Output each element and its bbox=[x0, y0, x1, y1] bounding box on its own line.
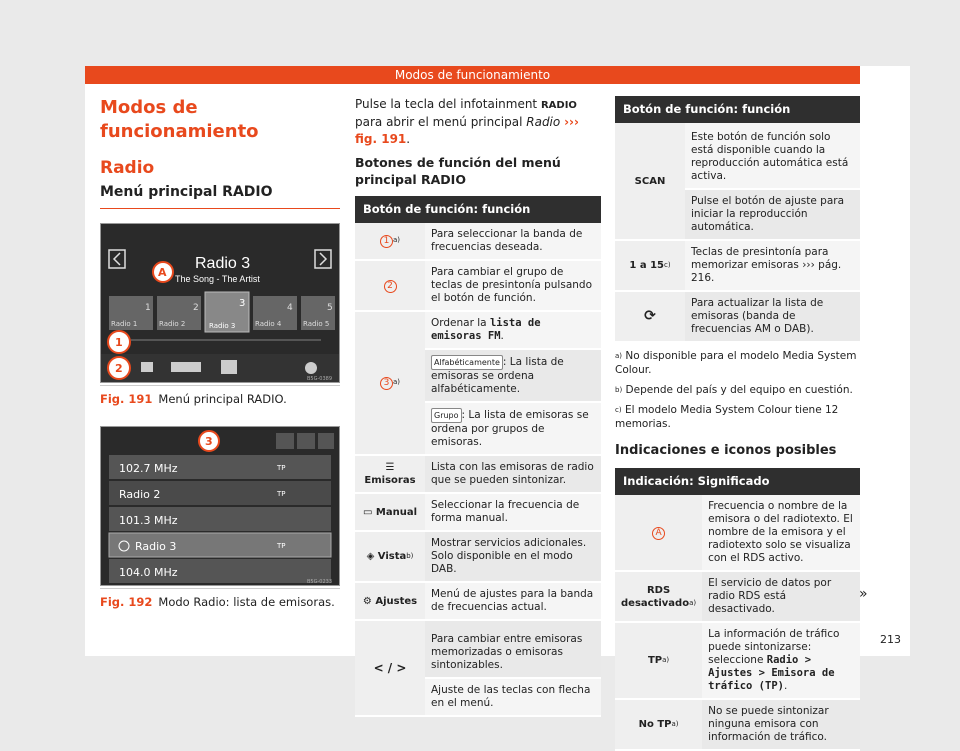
radio-screen-illustration bbox=[101, 224, 339, 382]
figure-code: B5G-0233 bbox=[307, 579, 333, 585]
function-buttons-table bbox=[355, 196, 601, 717]
table-row: SCAN Este botón de función solo está disponible cuando la reproducción automática está activa. bbox=[615, 123, 860, 189]
table-row: ⟳ Para actualizar la lista de emisoras (banda de frecuencias AM o DAB). bbox=[615, 291, 860, 342]
figure-191-image bbox=[100, 223, 340, 383]
tp-badge: TP bbox=[277, 490, 286, 498]
table-row: Grupo : La lista de emisoras se ordena por grupos de emisoras. bbox=[355, 402, 601, 455]
footnotes bbox=[615, 349, 860, 431]
preset-label: Radio 5 bbox=[303, 320, 330, 328]
table-row: 1 $^{a)}$ Para seleccionar la banda de frecuencias deseada. bbox=[355, 223, 601, 260]
preset-num: 5 bbox=[327, 303, 333, 313]
list-icon: ☰ bbox=[385, 462, 395, 473]
station-list-illustration bbox=[101, 427, 339, 585]
footnote: $^{c)}$ El modelo Media System Colour tiene 12 memorias. bbox=[615, 404, 839, 430]
table-row: RDS desactivado$^{a)}$ El servicio de datos por radio RDS está desactivado. bbox=[615, 571, 860, 622]
radio-key: RADIO bbox=[540, 100, 577, 111]
alphabetic-chip: Alfabéticamente bbox=[431, 355, 503, 370]
settings-icon: ⚙ bbox=[362, 595, 372, 607]
function-buttons-table-continued bbox=[615, 96, 860, 343]
table-row: ⚙ Ajustes Menú de ajustes para la banda de frecuencias actual. bbox=[355, 582, 601, 620]
table-row: 2 Para cambiar el grupo de teclas de presintonía pulsando el botón de función. bbox=[355, 260, 601, 311]
preset-num: 3 bbox=[239, 298, 246, 309]
figure-link[interactable]: ››› fig. 191 bbox=[355, 115, 579, 146]
preset-num: 1 bbox=[145, 303, 151, 313]
table-row: TP$^{a)}$ La información de tráfico puede sintonizarse: seleccione Radio > Ajustes > Emisora de tráfico (TP). bbox=[615, 622, 860, 699]
station-item: Radio 2 bbox=[119, 488, 161, 501]
table-row: < / > Para cambiar entre emisoras memorizadas o emisoras sintonizables. bbox=[355, 620, 601, 678]
keypad-icon: ▭ bbox=[362, 506, 373, 518]
table-row: Pulse el botón de ajuste para iniciar la reproducción automática. bbox=[615, 189, 860, 240]
section-title: Radio bbox=[100, 158, 155, 178]
indications-table bbox=[615, 468, 860, 751]
table-header: Indicación: Significado bbox=[615, 468, 860, 495]
label-a: A bbox=[158, 266, 167, 279]
label-1: 1 bbox=[115, 336, 123, 349]
table-row: A Frecuencia o nombre de la emisora o del radiotexto. El nombre de la emisora y el radiotexto solo se visualiza con el RDS activo. bbox=[615, 495, 860, 571]
intro-paragraph: Pulse la tecla del infotainment RADIO para abrir el menú principal Radio ››› fig. 191. bbox=[355, 97, 579, 146]
figure-code: B5G-0389 bbox=[307, 376, 333, 382]
figure-192-image bbox=[100, 426, 340, 586]
indications-heading: Indicaciones e iconos posibles bbox=[615, 443, 837, 458]
page-title: Modos de funcionamiento bbox=[100, 97, 259, 142]
label-2: 2 bbox=[115, 362, 123, 375]
table-row: 3 $^{a)}$ Ordenar la lista de emisoras FM. bbox=[355, 311, 601, 349]
preset-label: Radio 3 bbox=[209, 322, 236, 330]
figure-191-caption: Fig. 191 Menú principal RADIO. bbox=[100, 385, 340, 406]
middle-column bbox=[355, 96, 601, 717]
station-item: Radio 3 bbox=[135, 540, 177, 553]
table-row: Ajuste de las teclas con flecha en el menú. bbox=[355, 678, 601, 716]
preset-num: 4 bbox=[287, 303, 293, 313]
refresh-icon: ⟳ bbox=[615, 291, 685, 342]
station-item: 102.7 MHz bbox=[119, 462, 178, 475]
station-item: 104.0 MHz bbox=[119, 566, 178, 579]
continue-marker: » bbox=[859, 586, 868, 602]
tp-badge: TP bbox=[277, 464, 286, 472]
group-chip: Grupo bbox=[431, 408, 462, 423]
station-name: Radio 3 bbox=[195, 255, 251, 272]
left-column bbox=[100, 96, 340, 609]
page-number: 213 bbox=[880, 633, 901, 646]
table-header: Botón de función: función bbox=[355, 196, 601, 223]
table-row: No TP$^{a)}$ No se puede sintonizar ninguna emisora con información de tráfico. bbox=[615, 699, 860, 750]
buttons-heading: Botones de función del menú principal RADIO bbox=[355, 155, 561, 187]
preset-label: Radio 1 bbox=[111, 320, 138, 328]
tp-badge: TP bbox=[277, 542, 286, 550]
right-column bbox=[615, 96, 860, 751]
table-row: ◈ Vista$^{b)}$ Mostrar servicios adicionales. Solo disponible en el modo DAB. bbox=[355, 531, 601, 582]
footnote: $^{b)}$ Depende del país y del equipo en cuestión. bbox=[615, 384, 853, 396]
running-header: Modos de funcionamiento bbox=[85, 66, 860, 84]
table-row: Alfabéticamente : La lista de emisoras se ordena alfabéticamente. bbox=[355, 349, 601, 402]
label-3: 3 bbox=[205, 435, 213, 448]
station-item: 101.3 MHz bbox=[119, 514, 178, 527]
subsection-title: Menú principal RADIO bbox=[100, 184, 340, 209]
preset-buttons bbox=[109, 292, 335, 332]
preset-label: Radio 4 bbox=[255, 320, 282, 328]
figure-192-caption: Fig. 192 Modo Radio: lista de emisoras. bbox=[100, 588, 340, 609]
song-name: The Song - The Artist bbox=[175, 274, 260, 284]
table-row: 1 a 15$^{c)}$ Teclas de presintonía para memorizar emisoras ››› pág. 216. bbox=[615, 240, 860, 291]
table-row: ▭ Manual Seleccionar la frecuencia de forma manual. bbox=[355, 493, 601, 531]
preset-label: Radio 2 bbox=[159, 320, 186, 328]
view-icon: ◈ bbox=[366, 551, 375, 562]
table-row: ☰ Emisoras Lista con las emisoras de radio que se pueden sintonizar. bbox=[355, 455, 601, 493]
footnote: $^{a)}$ No disponible para el modelo Media System Colour. bbox=[615, 350, 857, 376]
table-header: Botón de función: función bbox=[615, 96, 860, 123]
preset-num: 2 bbox=[193, 303, 199, 313]
